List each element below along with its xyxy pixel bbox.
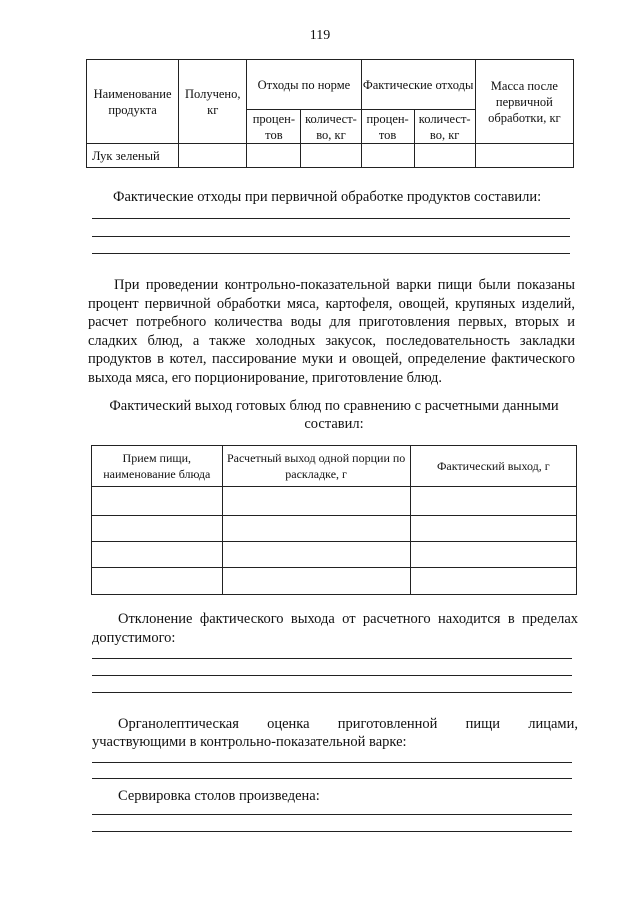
output-heading-line1: Фактический выход готовых блюд по сравнению с расчетными данными xyxy=(109,398,559,414)
fill-line[interactable] xyxy=(92,658,572,659)
cell-actual[interactable] xyxy=(410,568,576,595)
table-row xyxy=(92,487,577,516)
waste-table xyxy=(86,59,574,168)
output-heading-line2: составил: xyxy=(304,416,364,432)
cell-calculated[interactable] xyxy=(222,516,410,542)
header-calculated-output: Расчетный выход одной порции по раскладке, г xyxy=(222,446,410,487)
cell-calculated[interactable] xyxy=(222,542,410,568)
cell-mass-after[interactable] xyxy=(475,144,573,168)
cell-actual[interactable] xyxy=(410,516,576,542)
page-number: 119 xyxy=(309,28,331,43)
cell-actual[interactable] xyxy=(410,487,576,516)
header-product: Наименование продукта xyxy=(87,60,179,144)
cell-product: Лук зеленый xyxy=(87,144,179,168)
cell-meal[interactable] xyxy=(92,542,223,568)
fill-line[interactable] xyxy=(92,692,572,693)
header-actual-output: Фактический выход, г xyxy=(410,446,576,487)
header-waste-actual: Фактические отходы xyxy=(361,60,475,110)
procedure-paragraph: При проведении контрольно-показательной варки пищи были показаны процент первичной обработки мяса, картофеля, овощей, крупяных изделий, расчет потребного количества воды для приготовления первых, вторых и сладких блюд, а также холодных закусок, последовательность закладки продуктов в котел, пассирование муки и овощей, определение фактического выхода мяса, его порционирование, приготовление блюд. xyxy=(88,277,575,386)
header-norm-quantity: количест-во, кг xyxy=(301,110,361,144)
output-table xyxy=(91,445,577,595)
fill-line[interactable] xyxy=(92,218,570,219)
header-actual-quantity: количест-во, кг xyxy=(414,110,475,144)
cell-norm-quantity[interactable] xyxy=(301,144,361,168)
table-row xyxy=(92,516,577,542)
fill-line[interactable] xyxy=(92,831,572,832)
deviation-label: Отклонение фактического выхода от расчетного находится в пределах допустимого: xyxy=(92,611,578,646)
fill-line[interactable] xyxy=(92,675,572,676)
organoleptic-label-line1: Органолептическая оценка приготовленной пищи лицами, xyxy=(118,716,578,732)
organoleptic-label-line2: участвующими в контрольно-показательной варке: xyxy=(92,734,407,750)
header-waste-norm: Отходы по норме xyxy=(247,60,361,110)
cell-actual-percent[interactable] xyxy=(361,144,414,168)
cell-norm-percent[interactable] xyxy=(247,144,301,168)
fill-line[interactable] xyxy=(92,236,570,237)
cell-meal[interactable] xyxy=(92,487,223,516)
header-received: Получено, кг xyxy=(179,60,247,144)
cell-meal[interactable] xyxy=(92,568,223,595)
table-row xyxy=(92,568,577,595)
header-meal: Прием пищи, наименование блюда xyxy=(92,446,223,487)
waste-actual-label: Фактические отходы при первичной обработке продуктов составили: xyxy=(113,189,542,205)
table-row xyxy=(92,542,577,568)
table-row xyxy=(87,144,574,168)
fill-line[interactable] xyxy=(92,762,572,763)
fill-line[interactable] xyxy=(92,814,572,815)
serving-label: Сервировка столов произведена: xyxy=(118,788,320,804)
fill-line[interactable] xyxy=(92,778,572,779)
fill-line[interactable] xyxy=(92,253,570,254)
cell-calculated[interactable] xyxy=(222,487,410,516)
header-norm-percent: процен-тов xyxy=(247,110,301,144)
cell-meal[interactable] xyxy=(92,516,223,542)
header-actual-percent: процен-тов xyxy=(361,110,414,144)
cell-received[interactable] xyxy=(179,144,247,168)
cell-calculated[interactable] xyxy=(222,568,410,595)
header-mass-after: Масса после первичной обработки, кг xyxy=(475,60,573,144)
cell-actual[interactable] xyxy=(410,542,576,568)
cell-actual-quantity[interactable] xyxy=(414,144,475,168)
